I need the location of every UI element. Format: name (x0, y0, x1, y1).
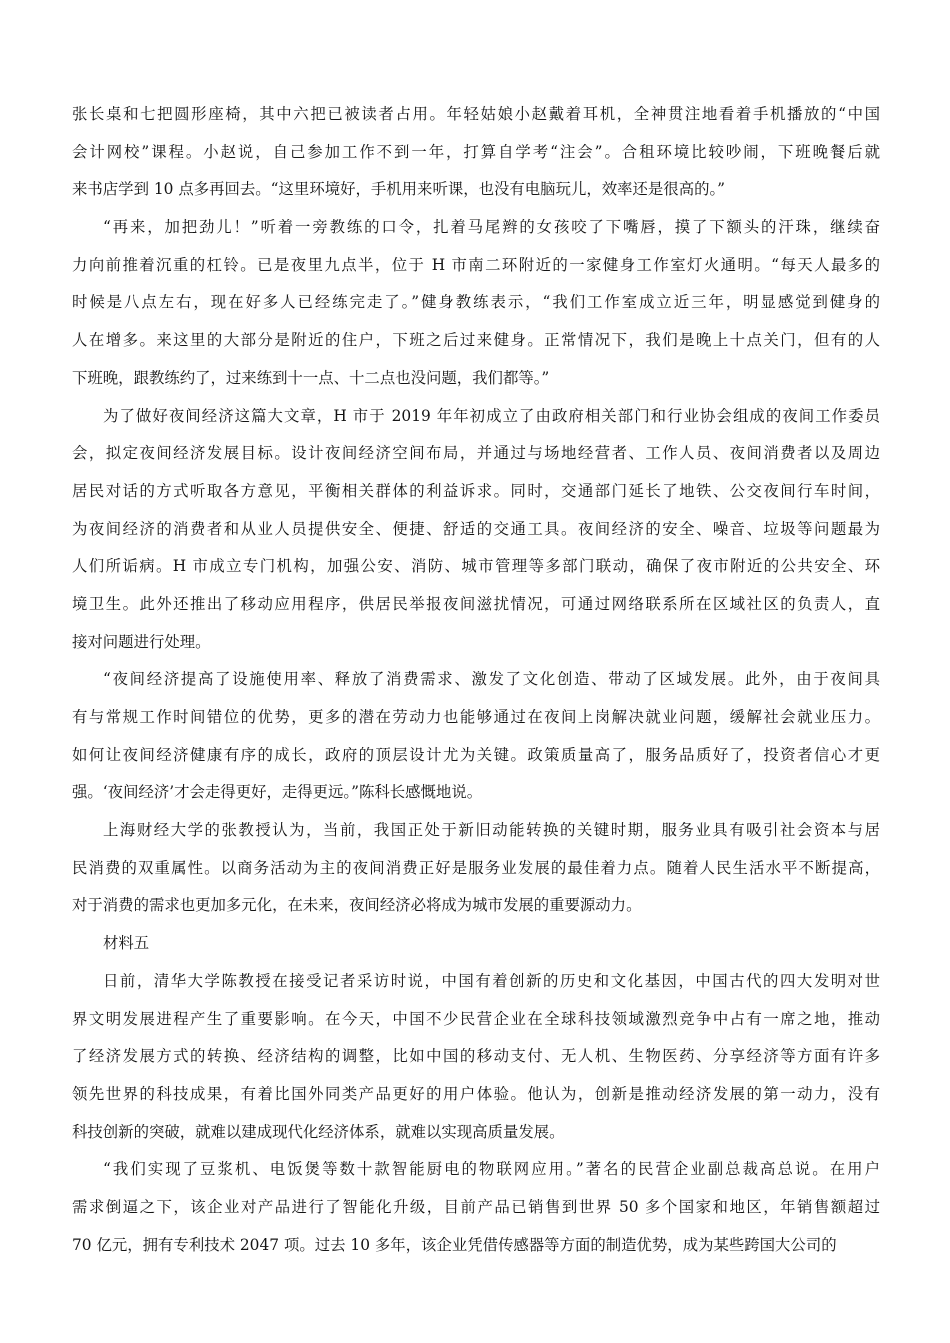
text-line: 人在增多。来这里的大部分是附近的住户，下班之后过来健身。正常情况下，我们是晚上十点关门，但有的人 (72, 331, 880, 350)
text-line: 接对问题进行处理。 (72, 632, 211, 651)
paragraph (72, 209, 880, 397)
text-line: 人们所诟病。H 市成立专门机构，加强公安、消防、城市管理等多部门联动，确保了夜市附近的公共安全、环 (72, 557, 880, 576)
text-line: 张长桌和七把圆形座椅，其中六把已被读者占用。年轻姑娘小赵戴着耳机，全神贯注地看着手机播放的“中国 (72, 105, 880, 123)
text-line: 境卫生。此外还推出了移动应用程序，供居民举报夜间滋扰情况，可通过网络联系所在区域社区的负责人，直 (72, 594, 880, 613)
text-line: 界文明发展进程产生了重要影响。在今天，中国不少民营企业在全球科技领域激烈竞争中占有一席之地，推动 (72, 1009, 880, 1028)
paragraph (72, 96, 880, 209)
text-line: 日前，清华大学陈教授在接受记者采访时说，中国有着创新的历史和文化基因，中国古代的四大发明对世 (103, 971, 880, 990)
text-line: 需求倒逼之下，该企业对产品进行了智能化升级，目前产品已销售到世界 50 多个国家和地区，年销售额超过 (72, 1197, 880, 1216)
text-line: 70 亿元，拥有专利技术 2047 项。过去 10 多年，该企业凭借传感器等方面的制造优势，成为某些跨国大公司的 (72, 1235, 837, 1254)
text-line: 来书店学到 10 点多再回去。“这里环境好，手机用来听课，也没有电脑玩儿，效率还是很高的。” (72, 180, 726, 199)
text-line: 下班晚，跟教练约了，过来练到十一点、十二点也没问题，我们都等。” (72, 368, 550, 387)
text-line: “再来，加把劲儿！”听着一旁教练的口令，扎着马尾辫的女孩咬了下嘴唇，摸了下额头的汗珠，继续奋 (103, 218, 880, 237)
text-line: 民消费的双重属性。以商务活动为主的夜间消费正好是服务业发展的最佳着力点。随着人民生活水平不断提高， (72, 858, 880, 877)
text-line: 上海财经大学的张教授认为，当前，我国正处于新旧动能转换的关键时期，服务业具有吸引社会资本与居 (103, 821, 880, 840)
paragraph (72, 398, 880, 662)
text-line: 为夜间经济的消费者和从业人员提供安全、便捷、舒适的交通工具。夜间经济的安全、噪音、垃圾等问题最为 (72, 519, 880, 538)
text-line: 材料五 (103, 934, 150, 953)
text-line: 为了做好夜间经济这篇大文章，H 市于 2019 年年初成立了由政府相关部门和行业协会组成的夜间工作委员 (103, 406, 880, 425)
paragraph (72, 812, 880, 925)
paragraph (72, 963, 880, 1151)
text-line: 强。‘夜间经济’才会走得更好，走得更远。”陈科长感慨地说。 (72, 783, 483, 802)
text-line: 了经济发展方式的转换、经济结构的调整，比如中国的移动支付、无人机、生物医药、分享经济等方面有许多 (72, 1047, 880, 1066)
text-line: 时候是八点左右，现在好多人已经练完走了。”健身教练表示，“我们工作室成立近三年，明显感觉到健身的 (72, 293, 880, 312)
text-line: 对于消费的需求也更加多元化，在未来，夜间经济必将成为城市发展的重要源动力。 (72, 896, 642, 915)
text-line: 科技创新的突破，就难以建成现代化经济体系，就难以实现高质量发展。 (72, 1122, 565, 1141)
paragraph (72, 661, 880, 812)
text-line: 有与常规工作时间错位的优势，更多的潜在劳动力也能够通过在夜间上岗解决就业问题，缓解社会就业压力。 (72, 708, 880, 726)
text-line: 如何让夜间经济健康有序的成长，政府的顶层设计尤为关键。政策质量高了，服务品质好了，投资者信心才更 (72, 745, 880, 764)
text-line: “夜间经济提高了设施使用率、释放了消费需求、激发了文化创造、带动了区域发展。此外，由于夜间具 (103, 670, 880, 689)
text-line: 居民对话的方式听取各方意见，平衡相关群体的利益诉求。同时，交通部门延长了地铁、公交夜间行车时间， (72, 481, 880, 500)
text-line: 领先世界的科技成果，有着比国外同类产品更好的用户体验。他认为，创新是推动经济发展的第一动力，没有 (72, 1084, 880, 1103)
text-line: “我们实现了豆浆机、电饭煲等数十款智能厨电的物联网应用。”著名的民营企业副总裁高总说。在用户 (103, 1160, 880, 1179)
paragraph (72, 925, 880, 963)
text-line: 会计网校”课程。小赵说，自己参加工作不到一年，打算自学考“注会”。合租环境比较吵闹，下班晚餐后就 (72, 142, 880, 161)
document-body (72, 96, 880, 1264)
paragraph (72, 1151, 880, 1264)
text-line: 力向前推着沉重的杠铃。已是夜里九点半，位于 H 市南二环附近的一家健身工作室灯火通明。“每天人最多的 (72, 255, 880, 274)
text-line: 会，拟定夜间经济发展目标。设计夜间经济空间布局，并通过与场地经营者、工作人员、夜间消费者以及周边 (72, 444, 880, 463)
